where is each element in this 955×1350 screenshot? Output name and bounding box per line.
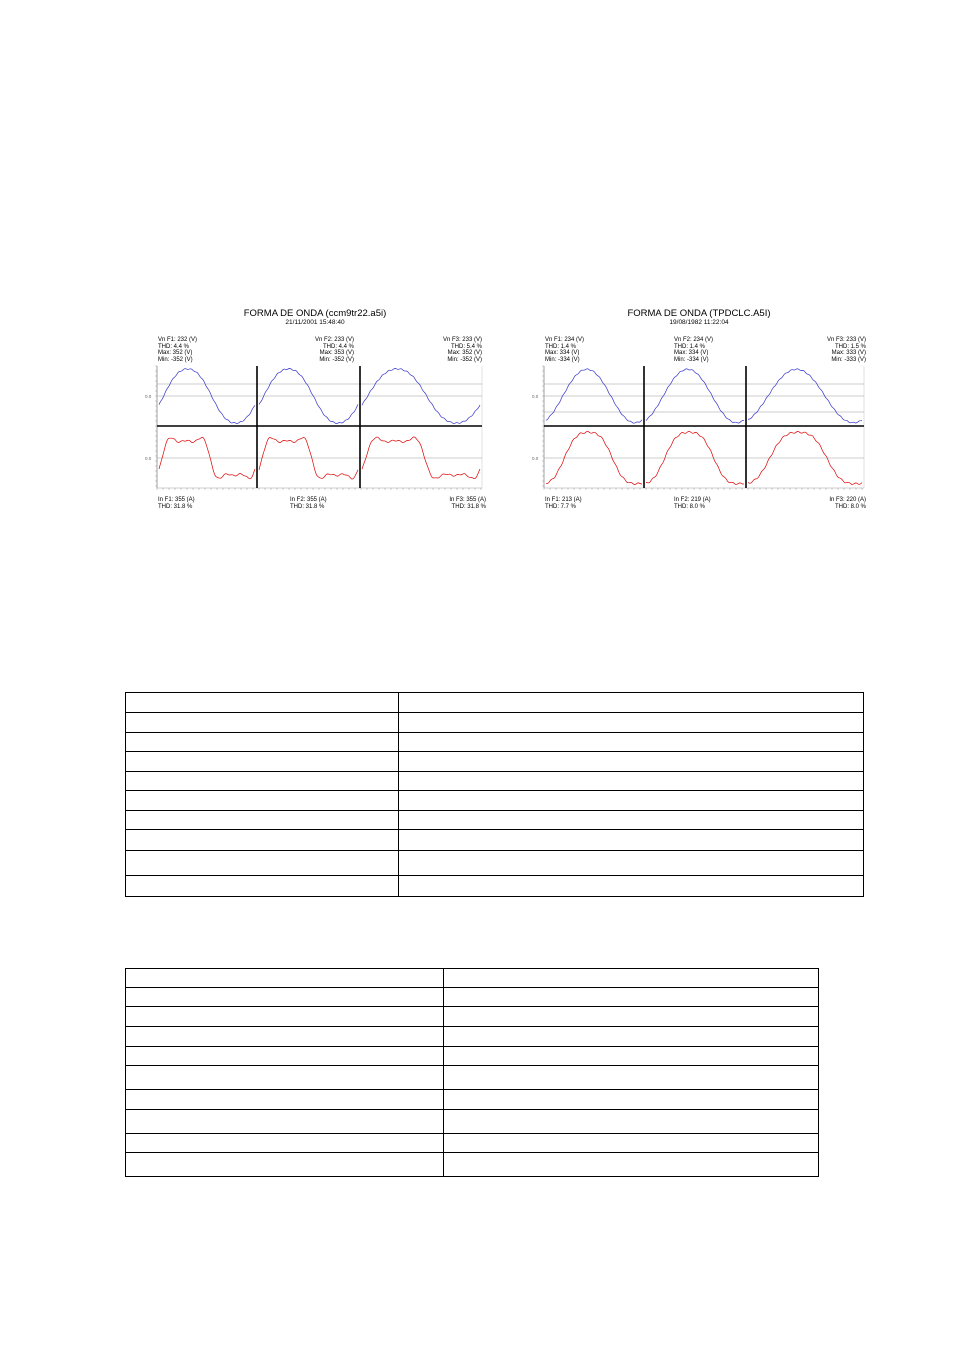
voltage-zero-label: 0.0 — [145, 394, 152, 399]
stat-line: THD: 8.0 % — [674, 503, 706, 510]
stat-line: In F2: 355 (A) — [290, 497, 327, 503]
table-cell — [126, 1110, 444, 1134]
table-row — [126, 733, 864, 752]
stat-line: THD: 1.4 % — [674, 343, 706, 350]
stat-line: THD: 31.8 % — [290, 503, 325, 510]
stat-line: THD: 1.5 % — [834, 343, 866, 350]
table-row — [126, 791, 864, 811]
stat-line: In F1: 213 (A) — [545, 497, 582, 503]
table-cell — [126, 1007, 444, 1027]
table-cell — [398, 851, 863, 876]
stat-line: Min: -352 (V) — [319, 356, 354, 363]
stat-line: THD: 8.0 % — [834, 503, 866, 510]
voltage-stats-f2 — [315, 337, 354, 363]
current-stats-f3 — [449, 497, 486, 510]
table-cell — [443, 969, 818, 988]
table-cell — [126, 811, 399, 830]
table-cell — [126, 713, 399, 733]
table-cell — [126, 1153, 444, 1177]
figure-title: FORMA DE ONDA (ccm9tr22.a5i) — [243, 308, 387, 319]
stat-line: Min: -352 (V) — [158, 356, 193, 363]
stat-line: Min: -333 (V) — [831, 356, 866, 363]
table-cell — [126, 1090, 444, 1110]
table-cell — [443, 1153, 818, 1177]
table-cell — [398, 791, 863, 811]
table-cell — [443, 1110, 818, 1134]
table-cell — [126, 752, 399, 772]
table-cell — [126, 772, 399, 791]
table-row — [126, 1090, 819, 1110]
table-cell — [443, 1047, 818, 1066]
waveform-figure-right — [524, 308, 874, 516]
table-cell — [443, 1007, 818, 1027]
table-cell — [398, 713, 863, 733]
table-cell — [398, 811, 863, 830]
table-row — [126, 752, 864, 772]
figure-title: FORMA DE ONDA (TPDCLC.A5I) — [627, 308, 771, 319]
current-zero-label: 0.0 — [532, 456, 539, 461]
stat-line: In F3: 355 (A) — [449, 497, 486, 503]
stat-line: In F2: 219 (A) — [674, 497, 711, 503]
current-stats-f2 — [674, 497, 711, 510]
table-row — [126, 713, 864, 733]
stat-line: Max: 352 (V) — [447, 350, 482, 357]
table-cell — [443, 1027, 818, 1047]
stat-line: Min: -352 (V) — [447, 356, 482, 363]
figure-timestamp: 21/11/2001 15:48:40 — [285, 319, 345, 326]
stat-line: Min: -334 (V) — [674, 356, 709, 363]
stat-line: THD: 4.4 % — [322, 343, 354, 350]
stat-line: Min: -334 (V) — [545, 356, 580, 363]
empty-table-a — [125, 692, 864, 897]
voltage-zero-label: 0.0 — [532, 394, 539, 399]
table-row — [126, 1153, 819, 1177]
current-zero-label: 0.0 — [145, 456, 152, 461]
table-row — [126, 969, 819, 988]
table-cell — [126, 830, 399, 851]
table-cell — [443, 988, 818, 1007]
table-cell — [126, 1027, 444, 1047]
current-stats-f1 — [158, 497, 195, 510]
stat-line: THD: 31.8 % — [158, 503, 193, 510]
current-stats-f3 — [829, 497, 866, 510]
table-cell — [126, 1134, 444, 1153]
table-cell — [126, 1047, 444, 1066]
table-cell — [126, 791, 399, 811]
stat-line: Max: 334 (V) — [674, 350, 709, 357]
table-row — [126, 693, 864, 713]
stat-line: Max: 353 (V) — [319, 350, 354, 357]
table-row — [126, 1007, 819, 1027]
stat-line: Max: 333 (V) — [831, 350, 866, 357]
table-cell — [443, 1066, 818, 1090]
table-cell — [398, 876, 863, 897]
stat-line: Max: 352 (V) — [158, 350, 193, 357]
table-row — [126, 876, 864, 897]
table-cell — [126, 1066, 444, 1090]
stat-line: In F1: 355 (A) — [158, 497, 195, 503]
table-cell — [126, 693, 399, 713]
table-cell — [126, 733, 399, 752]
table-row — [126, 851, 864, 876]
stat-line: THD: 5.4 % — [450, 343, 482, 350]
stat-line: In F3: 220 (A) — [829, 497, 866, 503]
current-stats-f1 — [545, 497, 582, 510]
voltage-stats-f1 — [545, 337, 584, 363]
table-row — [126, 1027, 819, 1047]
current-stats-f2 — [290, 497, 327, 510]
stat-line: Vn F3: 233 (V) — [442, 337, 482, 343]
stat-line: Vn F2: 234 (V) — [674, 337, 714, 343]
table-row — [126, 988, 819, 1007]
table-cell — [398, 693, 863, 713]
waveform-figure-left — [140, 308, 490, 516]
stat-line: Vn F3: 233 (V) — [826, 337, 866, 343]
table-cell — [398, 752, 863, 772]
table-cell — [126, 876, 399, 897]
stat-line: THD: 1.4 % — [545, 343, 577, 350]
table-row — [126, 811, 864, 830]
voltage-stats-f2 — [674, 337, 713, 363]
voltage-stats-f1 — [158, 337, 197, 363]
stat-line: Max: 334 (V) — [545, 350, 580, 357]
table-cell — [398, 733, 863, 752]
stat-line: Vn F1: 232 (V) — [158, 337, 198, 343]
table-cell — [398, 830, 863, 851]
voltage-stats-f3 — [827, 337, 866, 363]
table-row — [126, 1047, 819, 1066]
table-cell — [443, 1134, 818, 1153]
table-row — [126, 1134, 819, 1153]
stat-line: THD: 4.4 % — [158, 343, 190, 350]
table-cell — [398, 772, 863, 791]
table-row — [126, 1066, 819, 1090]
table-cell — [443, 1090, 818, 1110]
table-row — [126, 772, 864, 791]
table-cell — [126, 988, 444, 1007]
figure-timestamp: 19/08/1982 11:22:04 — [669, 319, 729, 326]
table-row — [126, 1110, 819, 1134]
stat-line: Vn F2: 233 (V) — [314, 337, 354, 343]
stat-line: THD: 7.7 % — [545, 503, 577, 510]
empty-table-b — [125, 968, 819, 1177]
stat-line: THD: 31.8 % — [451, 503, 486, 510]
stat-line: Vn F1: 234 (V) — [545, 337, 585, 343]
voltage-stats-f3 — [443, 337, 482, 363]
table-cell — [126, 969, 444, 988]
table-cell — [126, 851, 399, 876]
table-row — [126, 830, 864, 851]
